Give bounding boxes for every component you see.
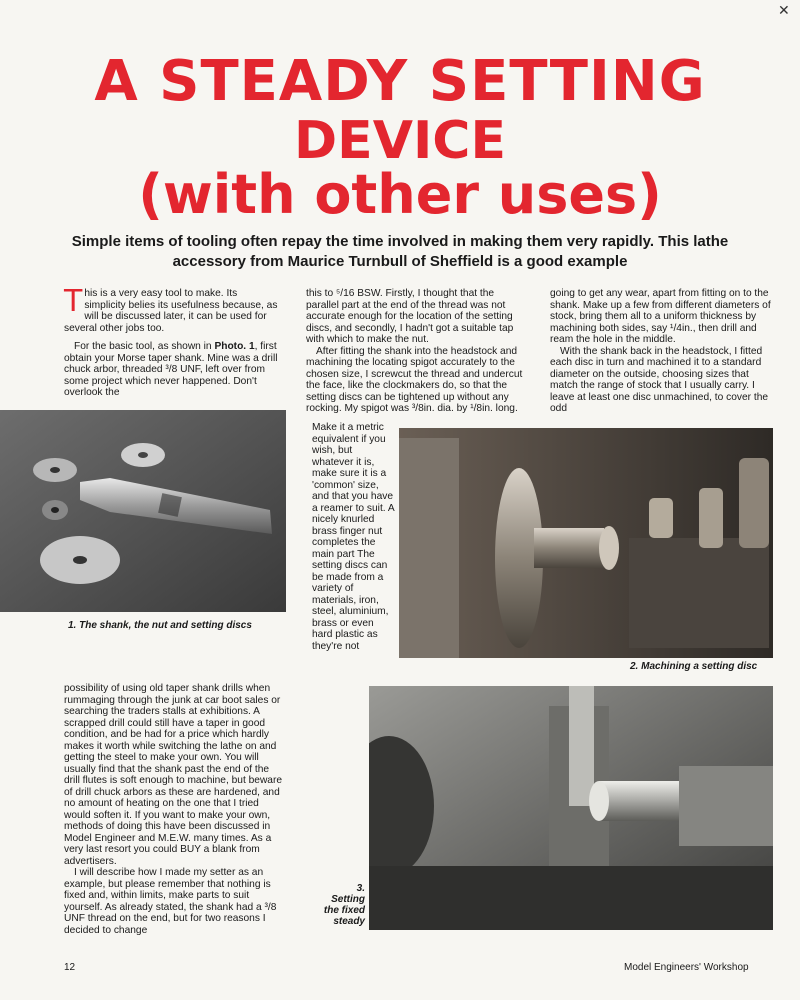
headline-line-2: DEVICE — [294, 111, 506, 171]
photo-2-illustration — [399, 428, 773, 658]
caption-photo-3 — [310, 883, 365, 927]
magazine-title: Model Engineers' Workshop — [624, 962, 749, 973]
caption-photo-3-line-1: Setting — [331, 894, 365, 905]
caption-photo-3-line-3: steady — [333, 916, 365, 927]
photo-1-illustration — [0, 410, 286, 612]
lower-paragraph-2: I will describe how I made my setter as an example, but please remember that nothing is fixed and, within limits, make parts to suit yourself. As already stated, the shank had a ³/8 UNF thread on the end, but for two reasons I decided to change — [64, 867, 277, 936]
col2-paragraph-2: After fitting the shank into the headstock and machining the locating spigot accurately to the chosen size, I screwcut the thread and undercut the face, like the clockmakers do, so that the setting discs can be tightened up without any rocking. My spigot was ³/8in. dia. by ¹/8in. long. — [306, 345, 523, 414]
article-column-2 — [306, 288, 528, 415]
photo-2 — [399, 428, 773, 658]
col3-paragraph-2: With the shank back in the headstock, I fitted each disc in turn and machined it to a standard diameter on the outside, choosing sizes that match the range of stock that I usually carry. I leave at least one disc unmachined, to cover the odd — [550, 345, 769, 414]
drop-cap: T — [64, 284, 83, 319]
headline-line-1: A STEADY SETTING — [94, 49, 706, 114]
photo-reference: Photo. 1 — [214, 341, 255, 352]
col1-paragraph-2a: For the basic tool, as shown in — [74, 341, 215, 352]
photo-3 — [369, 686, 773, 930]
col1-paragraph-2c: , first obtain your Morse taper shank. Mine was a drill chuck arbor, threaded ³/8 UNF, left over from some project which never happened. Don't overlook the — [64, 341, 278, 398]
crop-mark: ✕ — [778, 2, 790, 18]
col1-paragraph-1: his is a very easy tool to make. Its simplicity belies its usefulness because, as will be discussed later, it can be used for several other jobs too. — [64, 288, 278, 334]
article-column-3 — [550, 288, 772, 415]
caption-photo-3-line-2: the fixed — [323, 905, 365, 916]
lower-paragraph-1: possibility of using old taper shank drills when rummaging through the junk at car boot sales or searching the traders stalls at exhibitions. A scrapped drill could still have a taper in good condition, and be had for a price which hardly makes it worth while switching the lathe on and getting the steel to make your own. You will usually find that the shank past the end of the drill flutes is soft enough to machine, but beware of drill chuck arbors as these are hardened, and no amount of heating on the one that I tried would soften it. If you want to make your own, methods of doing this have been discussed in Model Engineer and M.E.W. many times. As a very last resort you could BUY a blank from advertisers. — [64, 683, 283, 867]
headline-line-3: (with other uses) — [138, 163, 662, 226]
standfirst: Simple items of tooling often repay the time involved in making them very rapidly. This lathe accessory from Maurice Turnbull of Sheffield is a good example — [71, 233, 729, 270]
caption-photo-1: 1. The shank, the nut and setting discs — [68, 620, 252, 631]
article-lower-column — [64, 683, 286, 936]
col3-paragraph-1: going to get any wear, apart from fitting on to the shank. Make up a few from different diameters of stock, bring them all to a uniform thickness by machining both sides, say ¹/4in., then drill and ream the hole in the middle. — [550, 288, 771, 345]
caption-photo-2: 2. Machining a setting disc — [630, 661, 758, 672]
caption-photo-3-number: 3. — [356, 883, 365, 894]
article-column-1 — [64, 284, 279, 399]
photo-1 — [0, 410, 286, 612]
col2-narrow-text: Make it a metric equivalent if you wish, but whatever it is, make sure it is a 'common' size, and that you have a reamer to suit. A nicely knurled brass finger nut completes the main part The setting discs can be made from a variety of materials, iron, steel, aluminium, brass or even hard plastic as they're not — [312, 422, 395, 652]
page-number: 12 — [64, 962, 76, 973]
photo-3-illustration — [369, 686, 773, 930]
col2-paragraph-1: this to ⁵/16 BSW. Firstly, I thought that the parallel part at the end of the thread was not accurate enough for the location of the setting discs, and secondly, I hadn't got a suitable tap with which to make the nut. — [306, 288, 514, 345]
